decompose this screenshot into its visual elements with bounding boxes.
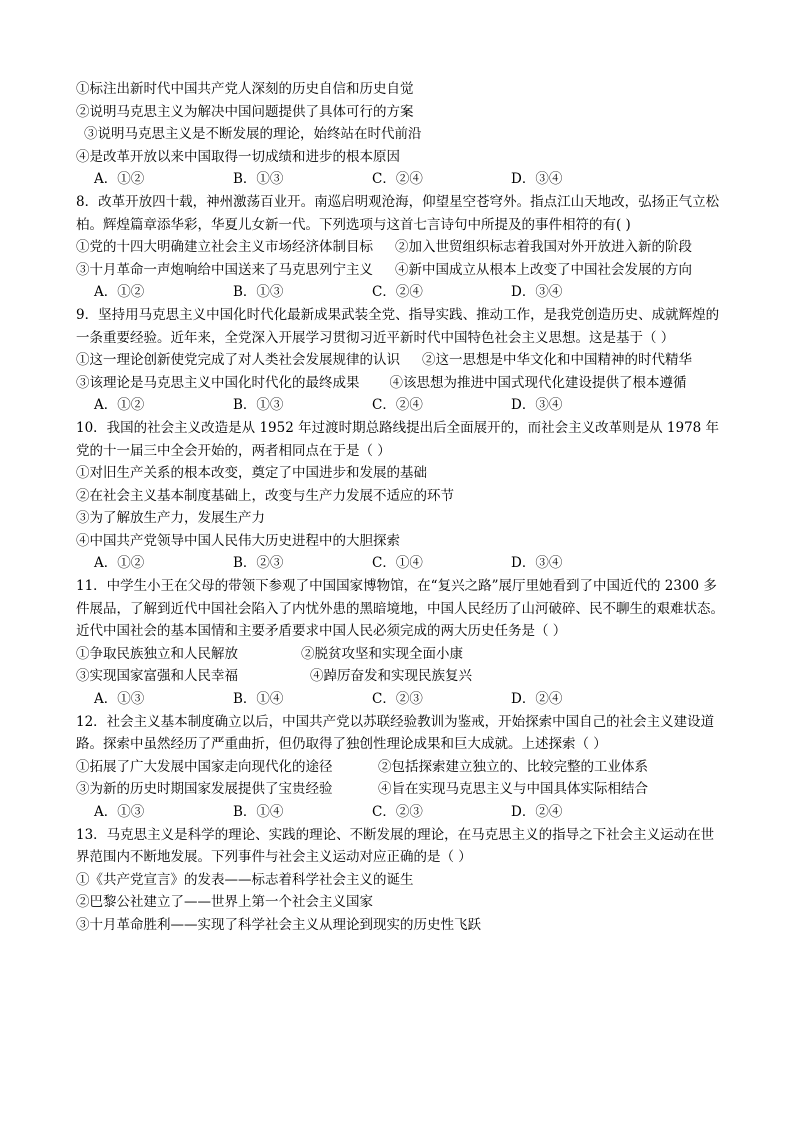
q10-option-b[interactable]: B．②③ — [233, 555, 284, 572]
q12-option-d[interactable]: D．②④ — [511, 804, 563, 820]
q11-item-3: ③实现国家富强和人民幸福 — [76, 668, 238, 685]
q13-item-2: ②巴黎公社建立了——世界上第一个社会主义国家 — [76, 894, 373, 911]
q9-item-2: ②这一思想是中华文化和中国精神的时代精华 — [422, 352, 692, 369]
q8-option-b[interactable]: B．①③ — [233, 284, 284, 301]
q8-options — [76, 281, 726, 304]
q10-item-2: ②在社会主义基本制度基础上，改变与生产力发展不适应的环节 — [76, 487, 454, 504]
q9-option-a[interactable]: A．①② — [94, 397, 145, 414]
q7-item-4: ④是改革开放以来中国取得一切成绩和进步的根本原因 — [76, 148, 400, 165]
q7-option-d[interactable]: D．③④ — [511, 171, 563, 188]
q11-items-row-1 — [76, 643, 726, 666]
q12-option-b[interactable]: B．①④ — [233, 804, 284, 820]
q13-item-3: ③十月革命胜利——实现了科学社会主义从理论到现实的历史性飞跃 — [76, 916, 481, 933]
q10-option-c[interactable]: C．①④ — [372, 555, 423, 572]
q10-options — [76, 552, 726, 575]
q10-option-a[interactable]: A．①② — [94, 555, 145, 572]
q12-items-row-2 — [76, 778, 726, 801]
q7-option-b[interactable]: B．①③ — [233, 171, 284, 188]
q9-items-row-1 — [76, 349, 726, 372]
q9-item-1: ①这一理论创新使党完成了对人类社会发展规律的认识 — [76, 352, 400, 369]
q11-stem: 11．中学生小王在父母的带领下参观了中国国家博物馆，在“复兴之路”展厅里她看到了中国近代的 2300 多件展品，了解到近代中国社会陷入了内忧外患的黑暗境地，中国人民经历了山河破碎、民不聊生的艰难状态。近代中国社会的基本国情和主要矛盾要求中国人民必须完成的两大历史任务是（ ） — [76, 578, 724, 640]
q12-option-a[interactable]: A．①③ — [94, 804, 145, 820]
q8-option-d[interactable]: D．③④ — [511, 284, 563, 301]
q12-item-3: ③为新的历史时期国家发展提供了宝贵经验 — [76, 781, 333, 798]
q13-item-1: ①《共产党宣言》的发表——标志着科学社会主义的诞生 — [76, 871, 414, 888]
q9-item-4: ④该思想为推进中国式现代化建设提供了根本遵循 — [389, 374, 687, 391]
q10-item-3: ③为了解放生产力，发展生产力 — [76, 510, 265, 527]
q9-option-d[interactable]: D．③④ — [511, 397, 563, 414]
q12-item-1: ①拓展了广大发展中国家走向现代化的途径 — [76, 758, 333, 775]
q12-items-row-1 — [76, 756, 726, 779]
q7-options — [76, 168, 726, 191]
q12-item-4: ④旨在实现马克思主义与中国具体实际相结合 — [378, 781, 648, 798]
q8-item-3: ③十月革命一声炮响给中国送来了马克思列宁主义 — [76, 261, 373, 278]
q8-items-row-1 — [76, 236, 726, 259]
q9-stem: 9．坚持用马克思主义中国化时代化最新成果武装全党、指导实践、推动工作，是我党创造历史、成就辉煌的一条重要经验。近年来，全党深入开展学习贯彻习近平新时代中国特色社会主义思想。这是基于（ ） — [76, 306, 720, 346]
q7-option-a[interactable]: A．①② — [94, 171, 145, 188]
q8-item-4: ④新中国成立从根本上改变了中国社会发展的方向 — [395, 261, 692, 278]
q12-options — [76, 801, 726, 824]
q11-item-4: ④踔厉奋发和实现民族复兴 — [310, 668, 472, 685]
q11-option-c[interactable]: C．②③ — [372, 691, 423, 708]
q7-item-1: ①标注出新时代中国共产党人深刻的历史自信和历史自觉 — [76, 81, 414, 97]
q10-option-d[interactable]: D．③④ — [511, 555, 563, 572]
q8-items-row-2 — [76, 259, 726, 282]
q7-item-2: ②说明马克思主义为解决中国问题提供了具体可行的方案 — [76, 103, 414, 120]
q8-stem: 8．改革开放四十载，神州激荡百业开。南巡启明观沧海，仰望星空苍穹外。指点江山天地改，弘扬正气立松柏。辉煌篇章添华彩，华夏儿女新一代。下列选项与这首七言诗句中所提及的事件相符的有( ) — [76, 193, 720, 233]
q10-stem: 10．我国的社会主义改造是从 1952 年过渡时期总路线提出后全面展开的，而社会主义改革则是从 1978 年党的十一届三中全会开始的，两者相同点在于是（ ） — [76, 419, 720, 459]
q9-option-b[interactable]: B．①③ — [233, 397, 284, 414]
q11-items-row-2 — [76, 665, 726, 688]
page-content — [76, 78, 726, 937]
q9-option-c[interactable]: C．②④ — [372, 397, 423, 414]
q8-option-c[interactable]: C．②④ — [372, 284, 423, 301]
q9-item-3: ③该理论是马克思主义中国化时代化的最终成果 — [76, 374, 360, 391]
q10-item-1: ①对旧生产关系的根本改变，奠定了中国进步和发展的基础 — [76, 465, 427, 482]
q9-items-row-2 — [76, 372, 726, 395]
q8-option-a[interactable]: A．①② — [94, 284, 145, 301]
q10-item-4: ④中国共产党领导中国人民伟大历史进程中的大胆探索 — [76, 532, 400, 549]
q11-options — [76, 688, 726, 711]
q12-item-2: ②包括探索建立独立的、比较完整的工业体系 — [378, 758, 648, 775]
q7-option-c[interactable]: C．②④ — [372, 171, 423, 188]
q8-item-2: ②加入世贸组织标志着我国对外开放进入新的阶段 — [395, 239, 692, 256]
q11-option-a[interactable]: A．①③ — [94, 691, 145, 708]
q9-options — [76, 394, 726, 417]
q12-option-c[interactable]: C．②③ — [372, 804, 423, 820]
q8-item-1: ①党的十四大明确建立社会主义市场经济体制目标 — [76, 239, 373, 256]
q11-item-2: ②脱贫攻坚和实现全面小康 — [301, 645, 463, 662]
q11-option-b[interactable]: B．①④ — [233, 691, 284, 708]
q11-option-d[interactable]: D．②④ — [511, 691, 563, 708]
q12-stem: 12．社会主义基本制度确立以后，中国共产党以苏联经验教训为鉴戒，开始探索中国自己的社会主义建设道路。探索中虽然经历了严重曲折，但仍取得了独创性理论成果和巨大成就。上述探索（ ） — [76, 713, 715, 753]
q13-stem: 13．马克思主义是科学的理论、实践的理论、不断发展的理论，在马克思主义的指导之下社会主义运动在世界范围内不断地发展。下列事件与社会主义运动对应正确的是（ ） — [76, 826, 715, 866]
q11-item-1: ①争取民族独立和人民解放 — [76, 645, 238, 662]
q7-item-3: ③说明马克思主义是不断发展的理论，始终站在时代前沿 — [84, 126, 422, 143]
